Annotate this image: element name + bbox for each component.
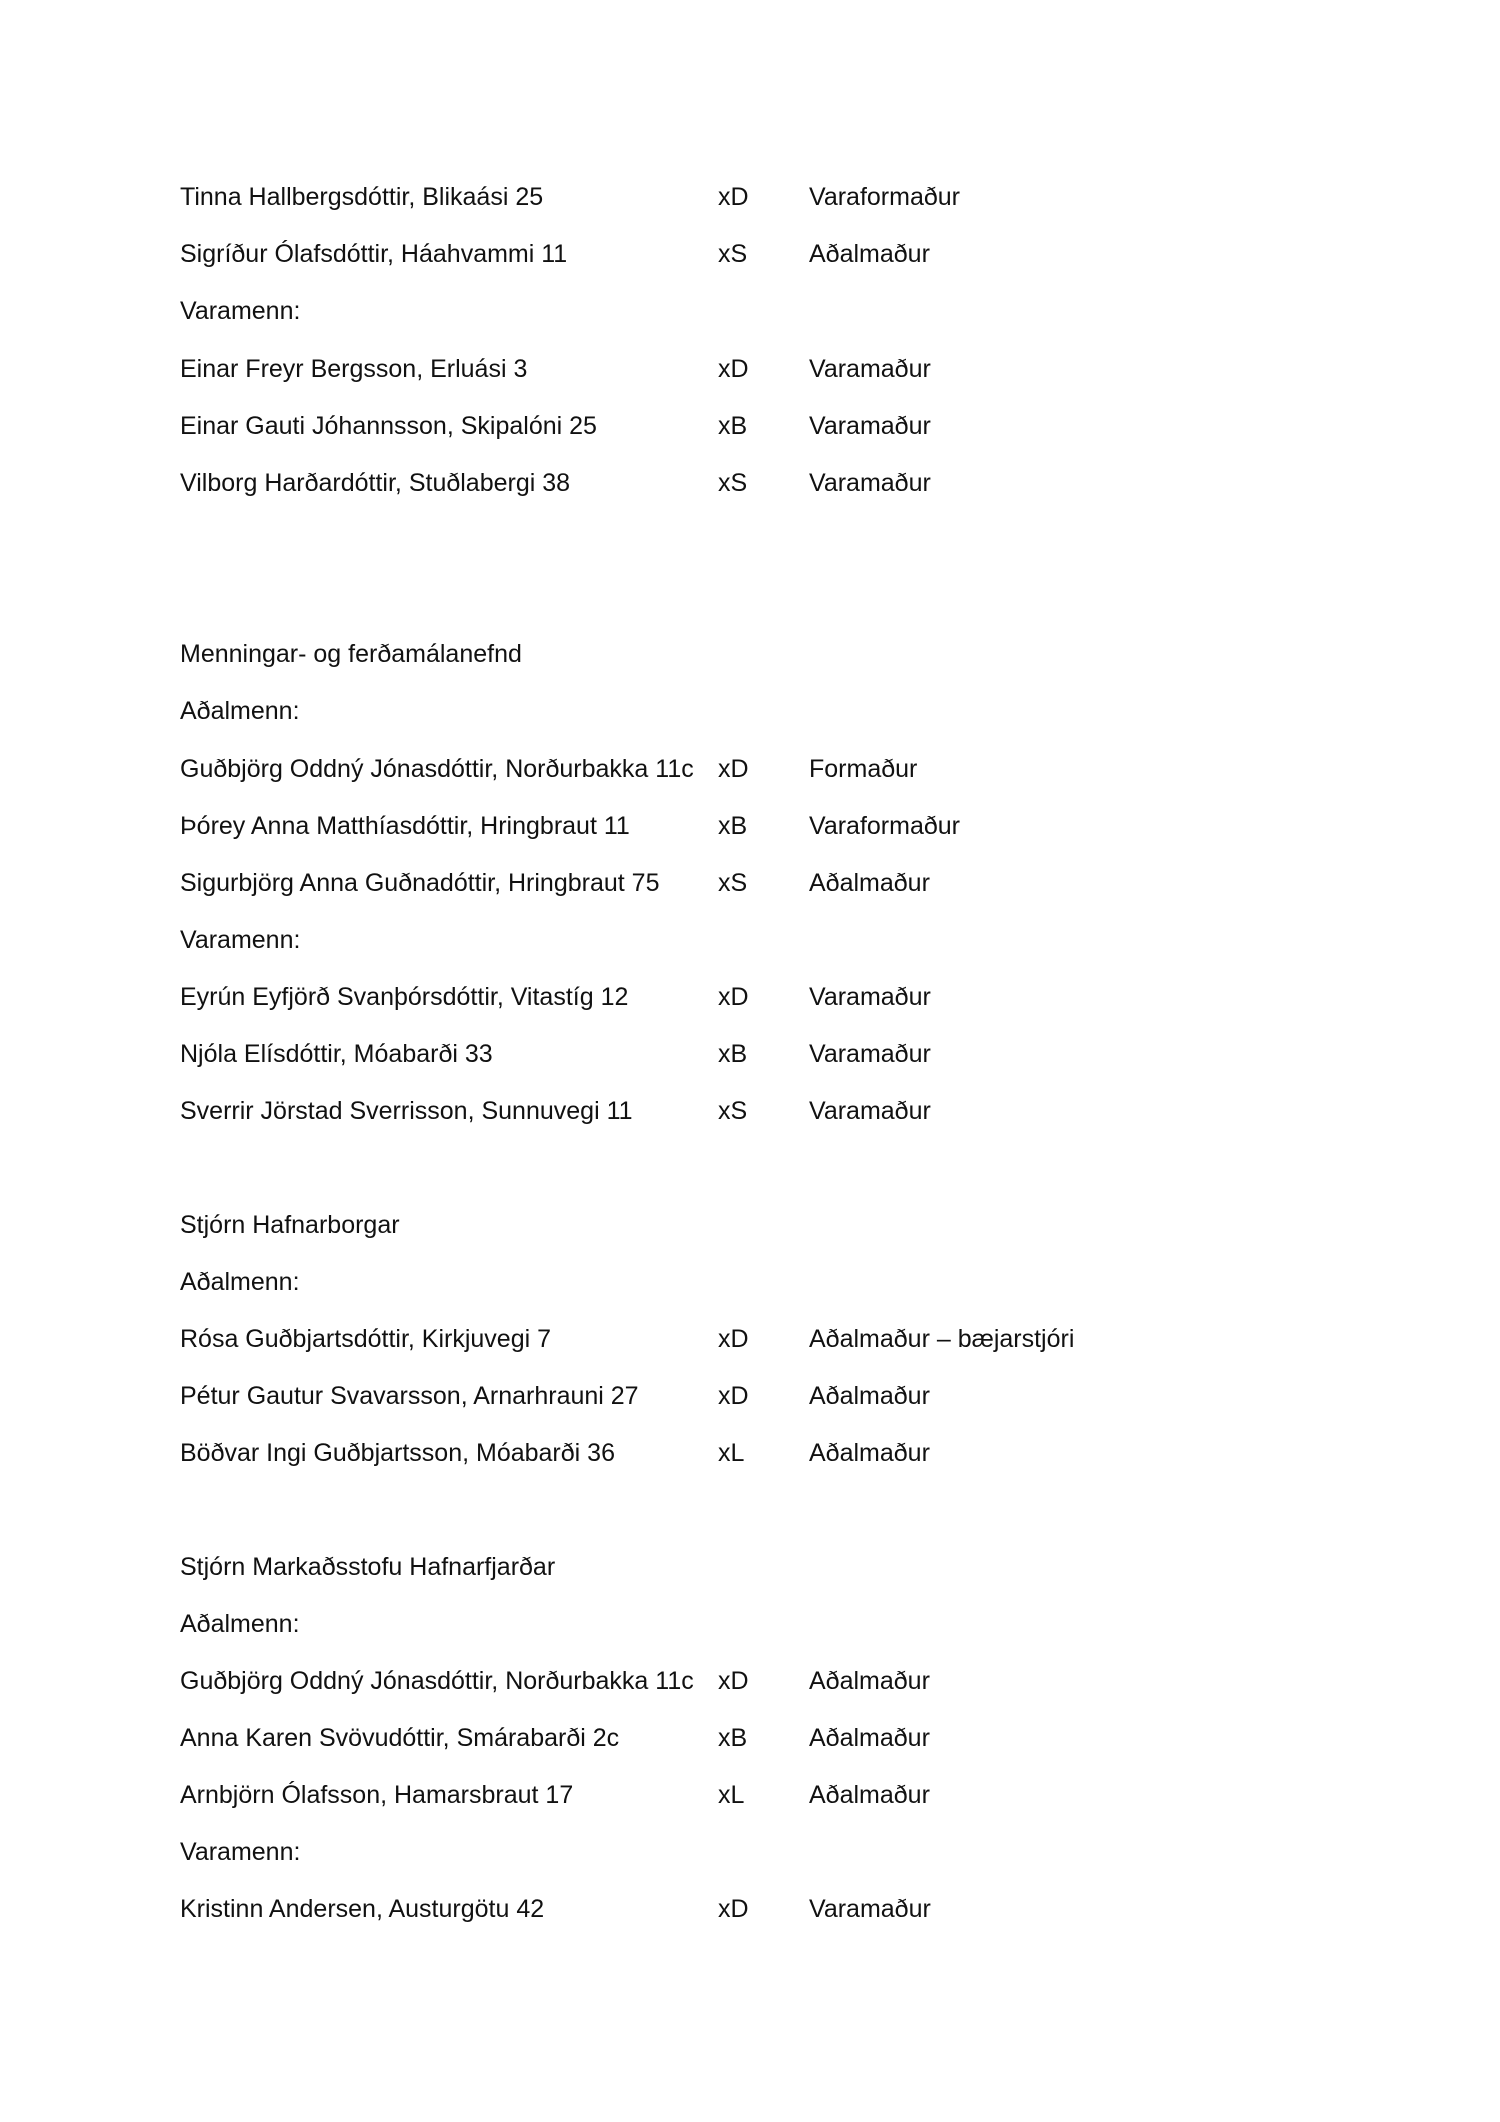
member-name-address: Pétur Gautur Svavarsson, Arnarhrauni 27 [180, 1382, 639, 1410]
member-role: Aðalmaður [809, 240, 930, 268]
group-label-text: Aðalmenn: [180, 1268, 300, 1296]
member-role: Aðalmaður – bæjarstjóri [809, 1325, 1075, 1353]
member-name-address: Böðvar Ingi Guðbjartsson, Móabarði 36 [180, 1439, 615, 1467]
party-code: xS [718, 1097, 748, 1125]
member-role: Aðalmaður [809, 1724, 930, 1752]
member-name-address: Njóla Elísdóttir, Móabarði 33 [180, 1040, 493, 1068]
party-code: xS [718, 469, 748, 497]
member-role: Varamaður [809, 355, 931, 383]
party-code: xD [718, 983, 749, 1011]
party-code: xD [718, 755, 749, 783]
party-code: xB [718, 812, 748, 840]
member-role: Varamaður [809, 469, 931, 497]
party-code: xS [718, 869, 748, 897]
group-label-text: Varamenn: [180, 926, 301, 954]
section-heading-text: Menningar- og ferðamálanefnd [180, 640, 522, 668]
member-role: Varamaður [809, 1097, 931, 1125]
member-name-address: Guðbjörg Oddný Jónasdóttir, Norðurbakka 11c [180, 755, 694, 783]
party-code: xB [718, 412, 748, 440]
group-label-text: Aðalmenn: [180, 1610, 300, 1638]
group-label-text: Aðalmenn: [180, 697, 300, 725]
section-heading-text: Stjórn Markaðsstofu Hafnarfjarðar [180, 1553, 556, 1581]
member-role: Aðalmaður [809, 1439, 930, 1467]
member-role: Varamaður [809, 1895, 931, 1923]
member-name-address: Sverrir Jörstad Sverrisson, Sunnuvegi 11 [180, 1097, 633, 1125]
party-code: xB [718, 1040, 748, 1068]
section-heading-text: Stjórn Hafnarborgar [180, 1211, 400, 1239]
member-name-address: Vilborg Harðardóttir, Stuðlabergi 38 [180, 469, 571, 497]
member-role: Varamaður [809, 412, 931, 440]
member-name-address: Arnbjörn Ólafsson, Hamarsbraut 17 [180, 1781, 574, 1809]
group-label-text: Varamenn: [180, 297, 301, 325]
member-role: Varaformaður [809, 812, 960, 840]
party-code: xD [718, 355, 749, 383]
member-role: Aðalmaður [809, 1667, 930, 1695]
member-name-address: Sigríður Ólafsdóttir, Háahvammi 11 [180, 240, 568, 268]
member-name-address: Einar Freyr Bergsson, Erluási 3 [180, 355, 528, 383]
party-code: xD [718, 183, 749, 211]
member-name-address: Einar Gauti Jóhannsson, Skipalóni 25 [180, 412, 597, 440]
party-code: xL [718, 1781, 745, 1809]
party-code: xD [718, 1667, 749, 1695]
member-name-address: Eyrún Eyfjörð Svanþórsdóttir, Vitastíg 12 [180, 983, 629, 1011]
member-name-address: Rósa Guðbjartsdóttir, Kirkjuvegi 7 [180, 1325, 552, 1353]
member-name-address: Anna Karen Svövudóttir, Smárabarði 2c [180, 1724, 620, 1752]
party-code: xS [718, 240, 748, 268]
member-role: Aðalmaður [809, 1382, 930, 1410]
member-role: Aðalmaður [809, 869, 930, 897]
member-name-address: Guðbjörg Oddný Jónasdóttir, Norðurbakka 11c [180, 1667, 694, 1695]
member-role: Aðalmaður [809, 1781, 930, 1809]
member-role: Varamaður [809, 1040, 931, 1068]
party-code: xB [718, 1724, 748, 1752]
member-name-address: Þórey Anna Matthíasdóttir, Hringbraut 11 [180, 812, 630, 840]
member-role: Formaður [809, 755, 918, 783]
party-code: xD [718, 1382, 749, 1410]
member-role: Varamaður [809, 983, 931, 1011]
member-name-address: Sigurbjörg Anna Guðnadóttir, Hringbraut 75 [180, 869, 660, 897]
member-name-address: Kristinn Andersen, Austurgötu 42 [180, 1895, 545, 1923]
party-code: xD [718, 1325, 749, 1353]
member-name-address: Tinna Hallbergsdóttir, Blikaási 25 [180, 183, 544, 211]
party-code: xL [718, 1439, 745, 1467]
group-label-text: Varamenn: [180, 1838, 301, 1866]
party-code: xD [718, 1895, 749, 1923]
member-role: Varaformaður [809, 183, 960, 211]
